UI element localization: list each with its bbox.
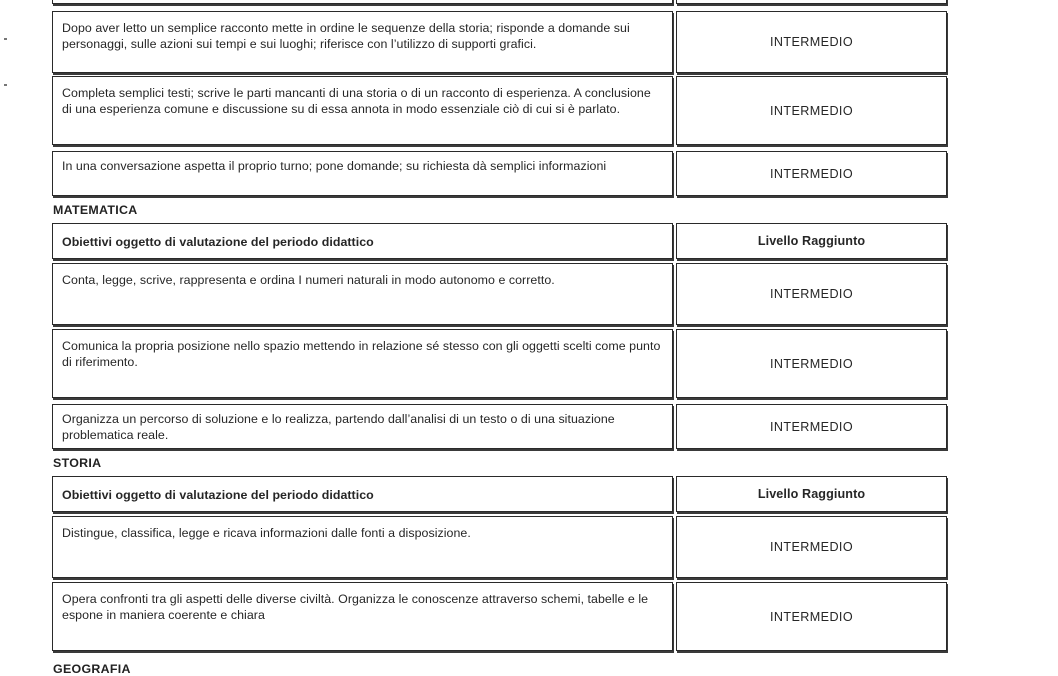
storia-header-desc: Obiettivi oggetto di valutazione del periodo didattico (52, 476, 673, 512)
section-title-geografia: GEOGRAFIA (53, 662, 131, 676)
storia-row-2-desc: Opera confronti tra gli aspetti delle diverse civiltà. Organizza le conoscenze attraverso schemi, tabelle e le espone in maniera coerente e chiara (52, 582, 673, 651)
italiano-prev-desc-cell (52, 0, 673, 4)
matematica-row-2-desc: Comunica la propria posizione nello spazio mettendo in relazione sé stesso con gli oggetti scelti come punto di riferimento. (52, 329, 673, 398)
storia-row-1-level: INTERMEDIO (676, 516, 947, 578)
scan-mark (4, 38, 7, 40)
matematica-header-level: Livello Raggiunto (676, 223, 947, 259)
italiano-row-2-level: INTERMEDIO (676, 76, 947, 145)
scan-mark (4, 84, 7, 86)
storia-row-1-desc: Distingue, classifica, legge e ricava informazioni dalle fonti a disposizione. (52, 516, 673, 578)
storia-header-level: Livello Raggiunto (676, 476, 947, 512)
section-title-storia: STORIA (53, 456, 102, 470)
italiano-row-3-level: INTERMEDIO (676, 151, 947, 196)
storia-row-2-level: INTERMEDIO (676, 582, 947, 651)
italiano-row-2-desc: Completa semplici testi; scrive le parti mancanti di una storia o di un racconto di esperienza. A conclusione di una esperienza comune e discussione su di essa annota in modo essenziale ciò di cui si è parlato. (52, 76, 673, 145)
matematica-row-1-level: INTERMEDIO (676, 263, 947, 325)
italiano-prev-level-cell (676, 0, 947, 4)
matematica-row-1-desc: Conta, legge, scrive, rappresenta e ordina I numeri naturali in modo autonomo e corretto. (52, 263, 673, 325)
matematica-row-3-desc: Organizza un percorso di soluzione e lo realizza, partendo dall’analisi di un testo o di una situazione problematica reale. (52, 404, 673, 449)
section-title-matematica: MATEMATICA (53, 203, 138, 217)
italiano-row-1-desc: Dopo aver letto un semplice racconto mette in ordine le sequenze della storia; risponde a domande sui personaggi, sulle azioni sui tempi e sui luoghi; riferisce con l’utilizzo di supporti grafici. (52, 11, 673, 73)
matematica-row-2-level: INTERMEDIO (676, 329, 947, 398)
italiano-row-1-level: INTERMEDIO (676, 11, 947, 73)
matematica-row-3-level: INTERMEDIO (676, 404, 947, 449)
matematica-header-desc: Obiettivi oggetto di valutazione del periodo didattico (52, 223, 673, 259)
italiano-row-3-desc: In una conversazione aspetta il proprio turno; pone domande; su richiesta dà semplici informazioni (52, 151, 673, 196)
